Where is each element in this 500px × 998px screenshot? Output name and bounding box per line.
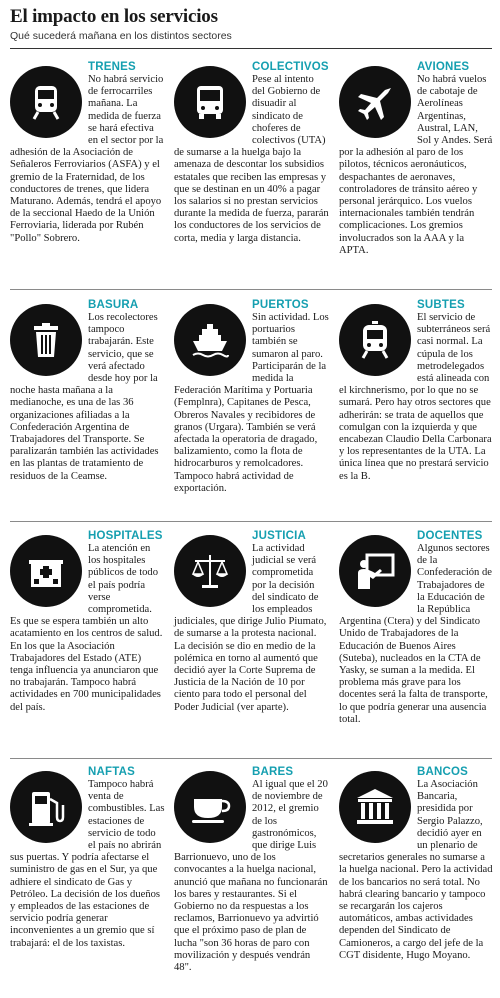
row-divider-2 bbox=[10, 521, 492, 522]
scales-icon bbox=[174, 535, 246, 607]
sector-puertos bbox=[174, 299, 329, 495]
sector-bancos bbox=[339, 766, 494, 962]
row-divider-3 bbox=[10, 758, 492, 759]
sector-text: Sin actividad. Los portuarios también se sumaron al paro. Participarán de la medida la Federación Marítima y Portuaria (Femplnra), Capitanes de Pesca, Obreros Navales y recibidores de granos (Urgara). También se verá afectada la operatoria de dragado, balizamiento, como la flota de hidrocarburos y remolcadores. Tampoco habrá actividad de exportación. bbox=[174, 312, 329, 494]
sector-text: El servicio de subterráneos será casi normal. La cúpula de los metrodelegados está alineada con el kirchnerismo, por lo que no se sumará. Pero hay otros sectores que adherirán: se trata de aquellos que comulgan con la izquierda y que encabezan Claudio Della Carbonara y los representantes de la UTA. La única línea que no prestará servicio es la B. bbox=[339, 312, 492, 482]
page-subtitle: Qué sucederá mañana en los distintos sectores bbox=[10, 30, 232, 42]
sector-subtes bbox=[339, 299, 494, 483]
page-header bbox=[10, 6, 490, 42]
sector-title: BASURA bbox=[88, 299, 139, 311]
sector-aviones bbox=[339, 61, 494, 257]
sector-text: Tampoco habrá venta de combustibles. Las estaciones de servicio de todo el país no abrirán sus puertas. Y podría afectarse el suministro de gas en el Sur, ya que adhiere el sindicato de Gas y Petróleo. La decisión de los dueños y empleados de las estaciones de servicio podría generar inconvenientes a un gremio que sí trabajará: el de los taxistas. bbox=[10, 779, 165, 949]
sector-text: La atención en los hospitales públicos de todo el país podría verse comprometida. Es que se espera también un alto acatamiento en los centros de salud. En los que la Asociación Trabajadores del Estado (ATE) tenga influencia ya anunciaron que no trabajarán. Tampoco habrá actividades en 700 municipalidades del país. bbox=[10, 543, 163, 713]
row-divider-1 bbox=[10, 289, 492, 290]
sector-text: No habrá servicio de ferrocarriles mañana. La medida de fuerza se hará efectiva en el sector por la adhesión de la Asociación de Señaleros Ferroviarios (ASFA) y el gremio de la Fraternidad, de los conductores de trenes, que lidera Maturano. Además, tendrá el apoyo de la seccional Haedo de la Unión Ferroviaria, liderada por Rubén "Pollo" Sobrero. bbox=[10, 74, 164, 244]
sector-text: Pese al intento del Gobierno de disuadir al sindicato de choferes de colectivos (UTA) de sumarse a la huelga bajo la amenaza de descontar los subsidios estatales que reciben las empresas y que se destinan en un 40% a pagar los salarios si no prestan servicios durante la medida de fuerza, pararán los conductores de los servicios de corta, media y larga distancia. bbox=[174, 74, 329, 244]
sector-hospitales bbox=[10, 530, 165, 714]
sector-title: PUERTOS bbox=[252, 299, 309, 311]
sector-title: NAFTAS bbox=[88, 766, 135, 778]
sector-trenes bbox=[10, 61, 165, 245]
airplane-icon bbox=[339, 66, 411, 138]
ship-icon bbox=[174, 304, 246, 376]
sector-text: La actividad judicial se verá comprometida por la decisión del sindicato de los empleados judiciales, que dirige Julio Piumato, de sumarse a la protesta nacional. La decisión se dio en medio de la polémica en torno al aumentó que decidió ayer la Corte Suprema de Justicia de la Nación de 10 por ciento para todo el personal del Poder Judicial (ver aparte). bbox=[174, 543, 327, 713]
sector-title: JUSTICIA bbox=[252, 530, 306, 542]
sector-title: DOCENTES bbox=[417, 530, 483, 542]
subway-icon bbox=[339, 304, 411, 376]
sector-text: Al igual que el 20 de noviembre de 2012, el gremio de los gastronómicos, que dirige Luis Barrionuevo, uno de los convocantes a la huelga nacional, anunció que mañana no funcionarán los bares y restaurantes. Si el Gobierno no da respuestas a los reclamos, Barrionuevo ya advirtió que el próximo paso de plan de lucha "son 36 horas de paro con movilización y después vendrán 48". bbox=[174, 779, 328, 974]
sector-title: BARES bbox=[252, 766, 294, 778]
sector-docentes bbox=[339, 530, 494, 726]
sector-colectivos bbox=[174, 61, 329, 245]
sector-bares bbox=[174, 766, 329, 974]
hospital-icon bbox=[10, 535, 82, 607]
page-title: El impacto en los servicios bbox=[10, 6, 218, 27]
sector-title: BANCOS bbox=[417, 766, 469, 778]
sector-title: AVIONES bbox=[417, 61, 470, 73]
sector-text: La Asociación Bancaria, presidida por Sergio Palazzo, decidió ayer en un plenario de secretarios generales no sumarse a la huelga nacional. Pero la actividad de los bancarios no será total. No habrá clearing bancario y tampoco se recargarán los cajeros automáticos, ambas actividades dependen del Sindicato de Camioneros, a cargo del jefe de la CGT disidente, Hugo Moyano. bbox=[339, 779, 493, 961]
sector-text: Los recolectores tampoco trabajarán. Este servicio, que se verá afectado desde hoy por la noche hasta mañana a la medianoche, es una de las 36 organizaciones afiliadas a la Confederación Argentina de Trabajadores del Transporte. Se paralizarán también las actividades en las plantas de tratamiento de residuos de la Ceamse. bbox=[10, 312, 159, 482]
sector-justicia bbox=[174, 530, 329, 714]
header-divider bbox=[10, 48, 492, 49]
sector-naftas bbox=[10, 766, 165, 950]
bank-icon bbox=[339, 771, 411, 843]
sector-title: SUBTES bbox=[417, 299, 465, 311]
sector-text: No habrá vuelos de cabotaje de Aerolíneas Argentinas, Austral, LAN, Sol y Andes. Será por la adhesión al paro de los pilotos, técnicos aeronáuticos, despachantes de aeronaves, controladores de tránsito aéreo y personal jerárquico. Los vuelos internacionales también tendrán complicaciones. Los gremios involucrados son la AAA y la APTA. bbox=[339, 74, 493, 256]
teacher-icon bbox=[339, 535, 411, 607]
sector-text: Algunos sectores de la Confederación de Trabajadores de la Educación de la República Argentina (Ctera) y del Sindicato Unido de Trabajadores de la Educación de Buenos Aires (Suteba), nucleados en la CTA de Yasky, se suman a la medida. El problema más grave para los docentes será la falta de transporte, lo que podría generar una ausencia total. bbox=[339, 543, 493, 725]
train-icon bbox=[10, 66, 82, 138]
bus-icon bbox=[174, 66, 246, 138]
fuel-pump-icon bbox=[10, 771, 82, 843]
coffee-cup-icon bbox=[174, 771, 246, 843]
sector-basura bbox=[10, 299, 165, 483]
trash-can-icon bbox=[10, 304, 82, 376]
sector-title: HOSPITALES bbox=[88, 530, 163, 542]
sector-title: COLECTIVOS bbox=[252, 61, 329, 73]
sector-title: TRENES bbox=[88, 61, 136, 73]
